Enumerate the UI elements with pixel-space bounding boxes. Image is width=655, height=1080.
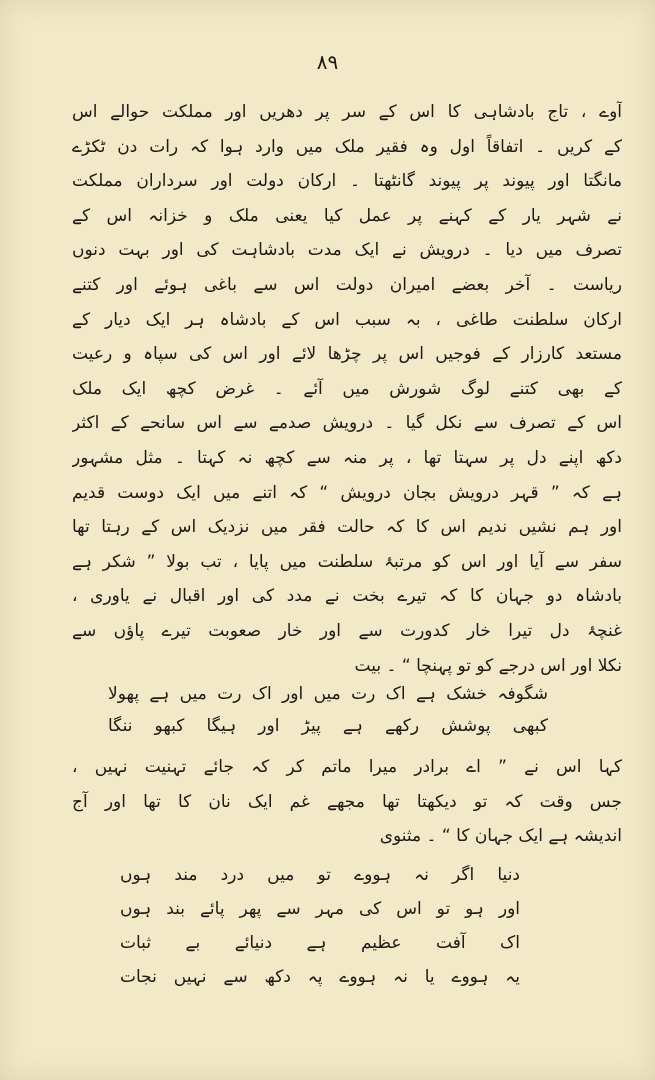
paragraph-line: غنچۂ دل تیرا خار کدورت سے اور خار صعوبت تیرے پاؤں سے: [72, 620, 622, 641]
paragraph-line: بادشاہ دو جہان کا کہ تیرے بخت نے مدد کی اور اقبال نے یاوری ،: [72, 586, 622, 607]
paragraph-line: مانگتا اور پیوند پر پیوند گانٹھتا ۔ ارکان دولت اور سرداران مملکت: [72, 171, 622, 192]
paragraph-line: اور ہم نشیں ندیم اس کا کہ حالت فقر میں نزدیک اس کے رہتا تھا: [72, 517, 622, 538]
paragraph-line: کے بھی کتنے لوگ شورش میں آئے ۔ غرض کچھ ایک ملک: [72, 378, 622, 399]
paragraph-line: نے شہر یار کے کہنے پر عمل کیا یعنی ملک و خزانہ اس کے: [72, 205, 622, 226]
verse-line: شگوفہ خشک ہے اک رت میں اور اک رت میں ہے پھولا: [108, 684, 548, 704]
page-number: ۸۹: [316, 50, 339, 74]
masnavi-line: اور ہو تو اس کی مہر سے پھر پائے بند ہوں: [120, 899, 520, 919]
paragraph-line: کے کریں ۔ اتفاقاً اول وہ فقیر ملک میں وارد ہوا کہ رات دن ٹکڑے: [72, 136, 622, 157]
paragraph-line: آوے ، تاج بادشاہی کا اس کے سر پر دھریں اور مملکت حوالے اس: [72, 102, 622, 122]
second-paragraph: [72, 750, 622, 854]
masnavi-verses: [120, 858, 520, 994]
verse-line: کبھی پوشش رکھے ہے پیڑ اور ہیگا کبھو ننگا: [108, 716, 548, 736]
paragraph-line: تصرف میں دیا ۔ درویش نے ایک مدت بادشاہت کی اور بہت دنوں: [72, 240, 622, 261]
paragraph-line: ریاست ۔ آخر بعضے امیران دولت اس سے باغی ہوئے اور کتنے: [72, 274, 622, 295]
main-paragraph: [72, 95, 622, 683]
masnavi-line: اک آفت عظیم ہے دنیائے بے ثبات: [120, 933, 520, 953]
masnavi-line: یہ ہووے یا نہ ہووے پہ دکھ سے نہیں نجات: [120, 967, 520, 987]
paragraph-line: سفر سے آیا اور اس کو مرتبۂ سلطنت میں پایا ، تب بولا ” شکر ہے: [72, 551, 622, 572]
verse-couplet: [108, 678, 548, 742]
paragraph-line: کہا اس نے ” اے برادر میرا ماتم کر کہ جائے تہنیت نہیں ،: [72, 757, 622, 777]
paragraph-line: مستعد کارزار کے فوجیں اس پر چڑھا لائے اور اس کی سپاہ و رعیت: [72, 344, 622, 365]
paragraph-line: اس کے تصرف سے نکل گیا ۔ درویش صدمے سے اس سانحے کے اکثر: [72, 413, 622, 434]
paragraph-line: ارکان سلطنت طاغی ، بہ سبب اس کے بادشاہ ہر ایک دیار کے: [72, 309, 622, 330]
paragraph-line: اندیشہ ہے ایک جہان کا “ ۔ مثنوی: [379, 826, 622, 847]
paragraph-line: دکھ اپنے دل پر سہتا تھا ، پر منہ سے کچھ نہ کہتا ۔ مثل مشہور: [72, 447, 622, 468]
masnavi-line: دنیا اگر نہ ہووے تو میں درد مند ہوں: [120, 865, 520, 885]
paragraph-line: جس وقت کہ تو دیکھتا تھا مجھے غم ایک نان کا تھا اور آج: [72, 791, 622, 812]
paragraph-line: ہے کہ ” قہر درویش بجان درویش “ کہ اتنے میں ایک دوست قدیم: [72, 482, 622, 503]
paragraph-line: نکلا اور اس درجے کو تو پہنچا “ ۔ بیت: [354, 655, 622, 676]
